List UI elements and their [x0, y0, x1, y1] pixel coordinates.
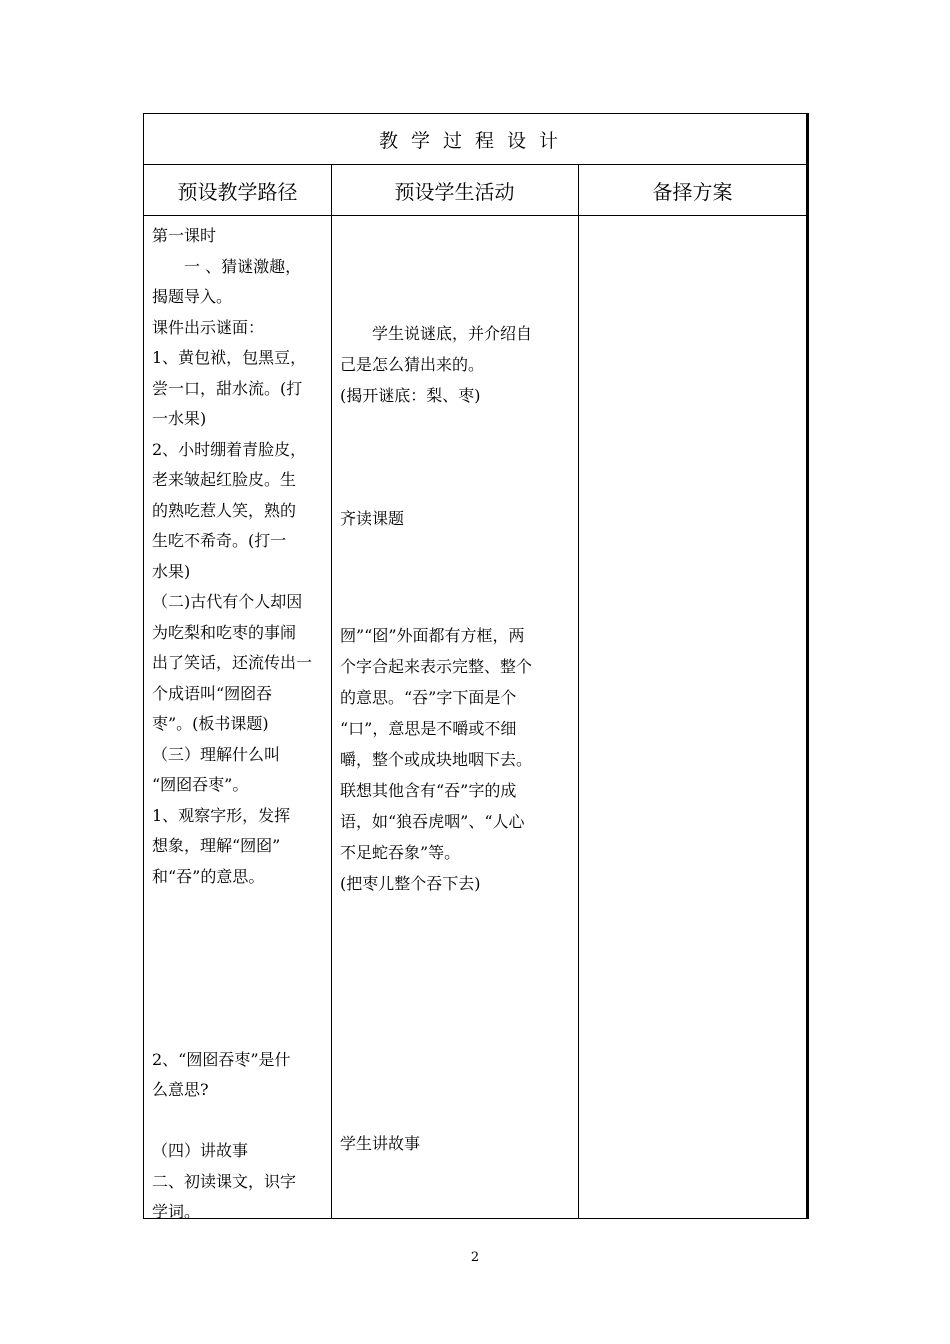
activity-line: (揭开谜底：梨、枣) [340, 386, 481, 405]
teaching-path-line: （四）讲故事 [152, 1141, 249, 1160]
teaching-path-line [152, 983, 328, 1014]
teaching-path-line: 个成语叫“囫囵吞 [152, 683, 273, 703]
teaching-path-line: 老来皱起红脸皮。生 [152, 470, 297, 489]
teaching-path-line [152, 952, 328, 983]
teaching-path-line: 揭题导入。 [152, 287, 233, 306]
teaching-path-line [152, 891, 328, 922]
activity-line: 语，如“狼吞虎咽”、“人心 [340, 812, 525, 831]
teaching-path-line: 2、小时绷着青脸皮， [152, 439, 307, 459]
student-activity-explain [340, 620, 586, 899]
student-activity-riddle [340, 318, 585, 411]
activity-line: 个字合起来表示完整、整个 [340, 657, 533, 676]
teaching-path-line: 尝一口，甜水流。(打 [152, 378, 303, 398]
activity-line: 的意思。“吞”字下面是个 [340, 688, 517, 707]
activity-line: (把枣儿整个吞下去) [340, 874, 481, 893]
teaching-path-line: 1、观察字形，发挥 [152, 805, 291, 825]
activity-line: 囫”“囵”外面都有方框，两 [340, 626, 525, 645]
activity-line: 学生说谜底，并介绍自 [372, 324, 533, 343]
teaching-path-line: 出了笑话，还流传出一 [152, 653, 313, 672]
teaching-path-line [152, 1013, 328, 1044]
teaching-path-line: 一 、猜谜激趣， [152, 256, 302, 276]
teaching-path-line [152, 1105, 328, 1136]
teaching-path-line: （二)古代有个人却因 [152, 592, 303, 611]
teaching-path-line: （三）理解什么叫 [152, 744, 281, 764]
teaching-path-line: 生吃不希奇。(打一 [152, 531, 287, 550]
activity-line: 己是怎么猜出来的。 [340, 355, 485, 374]
activity-line: “口”，意思是不嚼或不细 [340, 719, 517, 738]
teaching-path-line: 第一课时 [152, 226, 217, 245]
teaching-path-line: “囫囵吞枣”。 [152, 775, 249, 794]
teaching-path-line: 和“吞”的意思。 [152, 866, 265, 886]
teaching-path-line: 学词。 [152, 1202, 201, 1221]
teaching-path-line: 2、“囫囵吞枣”是什 [152, 1049, 291, 1069]
header-alternative-plan: 备择方案 [652, 179, 733, 204]
teaching-path-line: 枣”。(板书课题) [152, 714, 269, 733]
activity-line: 不足蛇吞象”等。 [340, 843, 461, 862]
table-title: 教学过程设计 [144, 114, 806, 165]
teaching-path-line [152, 922, 328, 953]
teaching-path-line: 二、初读课文，识字 [152, 1171, 297, 1191]
header-row [144, 165, 806, 216]
column-divider-1 [331, 165, 332, 1218]
page-number: 2 [470, 1250, 480, 1265]
activity-line: 联想其他含有“吞”字的成 [340, 781, 517, 800]
lesson-process-table [143, 113, 809, 1219]
student-activity-read-title [340, 503, 585, 534]
teaching-path-line: 想象，理解“囫囵” [152, 836, 281, 855]
teaching-path-line: 的熟吃惹人笑，熟的 [152, 500, 297, 520]
activity-line: 学生讲故事 [340, 1134, 421, 1153]
header-student-activity: 预设学生活动 [394, 179, 515, 204]
teaching-path-line: 为吃梨和吃枣的事闹 [152, 622, 297, 642]
header-teaching-path: 预设教学路径 [177, 179, 298, 204]
teaching-path-content [152, 220, 328, 1227]
student-activity-story [340, 1128, 585, 1159]
teaching-path-line: 1、黄包袱，包黑豆， [152, 348, 307, 367]
teaching-path-line: 课件出示谜面： [152, 317, 265, 337]
teaching-path-line: 一水果) [152, 409, 207, 428]
activity-line: 嚼，整个或成块地咽下去。 [340, 750, 533, 769]
activity-line: 齐读课题 [340, 509, 405, 528]
teaching-path-line: 水果) [152, 561, 191, 581]
teaching-path-line: 么意思? [152, 1080, 209, 1099]
